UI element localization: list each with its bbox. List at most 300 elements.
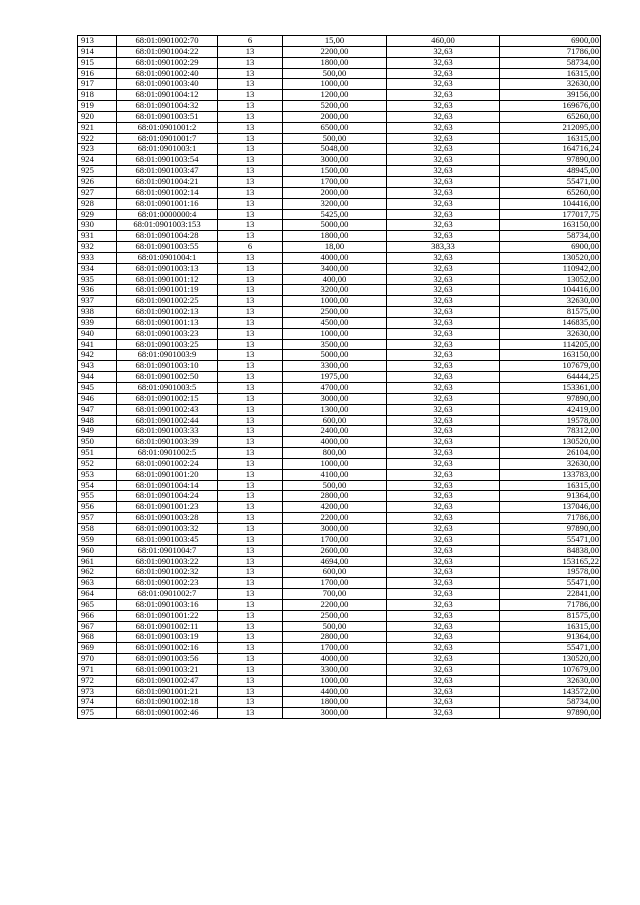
table-row (78, 426, 601, 437)
cadastral-number-cell: 68:01:0901003:56 (117, 654, 218, 665)
category-code-cell: 13 (218, 469, 283, 480)
cadastral-number-cell: 68:01:0901003:54 (117, 155, 218, 166)
category-code-cell: 13 (218, 426, 283, 437)
category-code-cell: 13 (218, 111, 283, 122)
row-number-cell: 915 (78, 57, 117, 68)
row-number-cell: 914 (78, 46, 117, 57)
rate-cell: 32,63 (387, 621, 500, 632)
value-cell: 153361,00 (500, 383, 601, 394)
cadastral-number-cell: 68:01:0901002:5 (117, 448, 218, 459)
row-number-cell: 951 (78, 448, 117, 459)
category-code-cell: 13 (218, 589, 283, 600)
rate-cell: 32,63 (387, 415, 500, 426)
table-row (78, 166, 601, 177)
area-cell: 3000,00 (283, 155, 387, 166)
value-cell: 32630,00 (500, 296, 601, 307)
row-number-cell: 930 (78, 220, 117, 231)
row-number-cell: 941 (78, 339, 117, 350)
value-cell: 146835,00 (500, 317, 601, 328)
table-row (78, 220, 601, 231)
category-code-cell: 13 (218, 372, 283, 383)
category-code-cell: 13 (218, 523, 283, 534)
row-number-cell: 963 (78, 578, 117, 589)
value-cell: 6900,00 (500, 36, 601, 47)
rate-cell: 32,63 (387, 502, 500, 513)
value-cell: 58734,00 (500, 231, 601, 242)
area-cell: 1000,00 (283, 79, 387, 90)
row-number-cell: 945 (78, 383, 117, 394)
rate-cell: 460,00 (387, 36, 500, 47)
rate-cell: 32,63 (387, 57, 500, 68)
value-cell: 55471,00 (500, 578, 601, 589)
rate-cell: 32,63 (387, 599, 500, 610)
row-number-cell: 964 (78, 589, 117, 600)
row-number-cell: 974 (78, 697, 117, 708)
rate-cell: 32,63 (387, 556, 500, 567)
rate-cell: 32,63 (387, 458, 500, 469)
table-row (78, 339, 601, 350)
row-number-cell: 972 (78, 675, 117, 686)
category-code-cell: 6 (218, 36, 283, 47)
value-cell: 71786,00 (500, 513, 601, 524)
table-row (78, 480, 601, 491)
table-row (78, 697, 601, 708)
cadastral-number-cell: 68:01:0901003:39 (117, 437, 218, 448)
area-cell: 1700,00 (283, 534, 387, 545)
category-code-cell: 13 (218, 513, 283, 524)
cadastral-number-cell: 68:01:0901002:11 (117, 621, 218, 632)
rate-cell: 32,63 (387, 339, 500, 350)
rate-cell: 32,63 (387, 307, 500, 318)
table-row (78, 328, 601, 339)
category-code-cell: 13 (218, 285, 283, 296)
row-number-cell: 961 (78, 556, 117, 567)
area-cell: 18,00 (283, 242, 387, 253)
area-cell: 2000,00 (283, 111, 387, 122)
category-code-cell: 13 (218, 545, 283, 556)
table-row (78, 144, 601, 155)
area-cell: 4694,00 (283, 556, 387, 567)
value-cell: 42419,00 (500, 404, 601, 415)
category-code-cell: 13 (218, 708, 283, 719)
category-code-cell: 13 (218, 122, 283, 133)
rate-cell: 32,63 (387, 317, 500, 328)
rate-cell: 32,63 (387, 534, 500, 545)
cadastral-number-cell: 68:01:0901003:23 (117, 328, 218, 339)
row-number-cell: 943 (78, 361, 117, 372)
cadastral-number-cell: 68:01:0901002:23 (117, 578, 218, 589)
cadastral-number-cell: 68:01:0901004:14 (117, 480, 218, 491)
area-cell: 3200,00 (283, 198, 387, 209)
cadastral-number-cell: 68:01:0901004:12 (117, 90, 218, 101)
area-cell: 2200,00 (283, 513, 387, 524)
cadastral-number-cell: 68:01:0901002:46 (117, 708, 218, 719)
value-cell: 164716,24 (500, 144, 601, 155)
cadastral-number-cell: 68:01:0901002:16 (117, 643, 218, 654)
rate-cell: 32,63 (387, 426, 500, 437)
cadastral-number-cell: 68:01:0901003:45 (117, 534, 218, 545)
value-cell: 84838,00 (500, 545, 601, 556)
area-cell: 1700,00 (283, 578, 387, 589)
category-code-cell: 13 (218, 187, 283, 198)
row-number-cell: 968 (78, 632, 117, 643)
category-code-cell: 13 (218, 317, 283, 328)
row-number-cell: 939 (78, 317, 117, 328)
cadastral-number-cell: 68:01:0901003:51 (117, 111, 218, 122)
value-cell: 97890,00 (500, 708, 601, 719)
cadastral-number-cell: 68:01:0901001:16 (117, 198, 218, 209)
cadastral-number-cell: 68:01:0901003:10 (117, 361, 218, 372)
cadastral-number-cell: 68:01:0901003:28 (117, 513, 218, 524)
rate-cell: 32,63 (387, 383, 500, 394)
cadastral-number-cell: 68:01:0901003:9 (117, 350, 218, 361)
area-cell: 4000,00 (283, 437, 387, 448)
category-code-cell: 13 (218, 198, 283, 209)
cadastral-number-cell: 68:01:0901004:22 (117, 46, 218, 57)
value-cell: 91364,00 (500, 632, 601, 643)
category-code-cell: 13 (218, 393, 283, 404)
table-row (78, 133, 601, 144)
category-code-cell: 13 (218, 361, 283, 372)
rate-cell: 32,63 (387, 274, 500, 285)
rate-cell: 32,63 (387, 296, 500, 307)
value-cell: 65260,00 (500, 111, 601, 122)
rate-cell: 32,63 (387, 176, 500, 187)
cadastral-number-cell: 68:01:0901003:55 (117, 242, 218, 253)
cadastral-number-cell: 68:01:0901002:40 (117, 68, 218, 79)
value-cell: 6900,00 (500, 242, 601, 253)
area-cell: 400,00 (283, 274, 387, 285)
area-cell: 1700,00 (283, 176, 387, 187)
category-code-cell: 13 (218, 480, 283, 491)
table-row (78, 458, 601, 469)
table-row (78, 589, 601, 600)
cadastral-number-cell: 68:01:0901004:24 (117, 491, 218, 502)
category-code-cell: 13 (218, 220, 283, 231)
value-cell: 169676,00 (500, 101, 601, 112)
row-number-cell: 931 (78, 231, 117, 242)
category-code-cell: 13 (218, 263, 283, 274)
area-cell: 3200,00 (283, 285, 387, 296)
cadastral-number-cell: 68:01:0901002:24 (117, 458, 218, 469)
value-cell: 97890,00 (500, 155, 601, 166)
table-row (78, 209, 601, 220)
area-cell: 1800,00 (283, 57, 387, 68)
area-cell: 3300,00 (283, 664, 387, 675)
cadastral-number-cell: 68:01:0901004:7 (117, 545, 218, 556)
value-cell: 55471,00 (500, 643, 601, 654)
rate-cell: 32,63 (387, 686, 500, 697)
row-number-cell: 946 (78, 393, 117, 404)
cadastral-number-cell: 68:01:0901001:19 (117, 285, 218, 296)
cadastral-number-cell: 68:01:0901001:22 (117, 610, 218, 621)
rate-cell: 32,63 (387, 133, 500, 144)
cadastral-number-cell: 68:01:0901003:25 (117, 339, 218, 350)
rate-cell: 32,63 (387, 187, 500, 198)
value-cell: 130520,00 (500, 437, 601, 448)
area-cell: 1700,00 (283, 643, 387, 654)
row-number-cell: 940 (78, 328, 117, 339)
area-cell: 4000,00 (283, 252, 387, 263)
cadastral-number-cell: 68:01:0901002:14 (117, 187, 218, 198)
rate-cell: 32,63 (387, 448, 500, 459)
area-cell: 1800,00 (283, 231, 387, 242)
table-row (78, 307, 601, 318)
value-cell: 97890,00 (500, 523, 601, 534)
rate-cell: 32,63 (387, 220, 500, 231)
cadastral-value-table (77, 35, 601, 719)
value-cell: 81575,00 (500, 307, 601, 318)
value-cell: 104416,00 (500, 198, 601, 209)
cadastral-number-cell: 68:01:0901004:32 (117, 101, 218, 112)
row-number-cell: 929 (78, 209, 117, 220)
row-number-cell: 924 (78, 155, 117, 166)
table-row (78, 654, 601, 665)
cadastral-number-cell: 68:01:0901003:33 (117, 426, 218, 437)
value-cell: 104416,00 (500, 285, 601, 296)
row-number-cell: 928 (78, 198, 117, 209)
rate-cell: 32,63 (387, 632, 500, 643)
category-code-cell: 13 (218, 664, 283, 675)
rate-cell: 32,63 (387, 545, 500, 556)
table-row (78, 448, 601, 459)
cadastral-number-cell: 68:01:0901002:44 (117, 415, 218, 426)
table-row (78, 599, 601, 610)
category-code-cell: 13 (218, 502, 283, 513)
area-cell: 500,00 (283, 480, 387, 491)
category-code-cell: 13 (218, 339, 283, 350)
row-number-cell: 965 (78, 599, 117, 610)
category-code-cell: 13 (218, 79, 283, 90)
category-code-cell: 13 (218, 68, 283, 79)
category-code-cell: 13 (218, 686, 283, 697)
value-cell: 107679,00 (500, 664, 601, 675)
category-code-cell: 13 (218, 567, 283, 578)
area-cell: 2800,00 (283, 632, 387, 643)
category-code-cell: 13 (218, 556, 283, 567)
table-body (78, 36, 601, 719)
row-number-cell: 916 (78, 68, 117, 79)
category-code-cell: 13 (218, 46, 283, 57)
value-cell: 32630,00 (500, 79, 601, 90)
category-code-cell: 13 (218, 437, 283, 448)
area-cell: 500,00 (283, 133, 387, 144)
row-number-cell: 950 (78, 437, 117, 448)
area-cell: 3000,00 (283, 708, 387, 719)
rate-cell: 32,63 (387, 664, 500, 675)
value-cell: 130520,00 (500, 252, 601, 263)
rate-cell: 32,63 (387, 198, 500, 209)
value-cell: 22841,00 (500, 589, 601, 600)
row-number-cell: 934 (78, 263, 117, 274)
area-cell: 700,00 (283, 589, 387, 600)
value-cell: 163150,00 (500, 220, 601, 231)
value-cell: 81575,00 (500, 610, 601, 621)
area-cell: 1300,00 (283, 404, 387, 415)
rate-cell: 32,63 (387, 231, 500, 242)
category-code-cell: 13 (218, 448, 283, 459)
cadastral-number-cell: 68:01:0901001:20 (117, 469, 218, 480)
rate-cell: 32,63 (387, 263, 500, 274)
cadastral-number-cell: 68:01:0901003:19 (117, 632, 218, 643)
category-code-cell: 13 (218, 209, 283, 220)
rate-cell: 32,63 (387, 404, 500, 415)
table-row (78, 187, 601, 198)
table-row (78, 263, 601, 274)
table-row (78, 437, 601, 448)
rate-cell: 32,63 (387, 578, 500, 589)
table-row (78, 372, 601, 383)
row-number-cell: 966 (78, 610, 117, 621)
area-cell: 3500,00 (283, 339, 387, 350)
value-cell: 130520,00 (500, 654, 601, 665)
table-row (78, 57, 601, 68)
rate-cell: 32,63 (387, 209, 500, 220)
table-row (78, 176, 601, 187)
cadastral-number-cell: 68:01:0901002:7 (117, 589, 218, 600)
table-row (78, 361, 601, 372)
rate-cell: 32,63 (387, 350, 500, 361)
table-row (78, 675, 601, 686)
value-cell: 137046,00 (500, 502, 601, 513)
cadastral-number-cell: 68:01:0901003:40 (117, 79, 218, 90)
table-row (78, 534, 601, 545)
category-code-cell: 13 (218, 534, 283, 545)
row-number-cell: 956 (78, 502, 117, 513)
cadastral-number-cell: 68:01:0901003:5 (117, 383, 218, 394)
table-row (78, 643, 601, 654)
value-cell: 64444,25 (500, 372, 601, 383)
cadastral-number-cell: 68:01:0901002:25 (117, 296, 218, 307)
row-number-cell: 971 (78, 664, 117, 675)
cadastral-number-cell: 68:01:0901003:153 (117, 220, 218, 231)
table-row (78, 523, 601, 534)
cadastral-number-cell: 68:01:0901004:1 (117, 252, 218, 263)
category-code-cell: 13 (218, 610, 283, 621)
area-cell: 1800,00 (283, 697, 387, 708)
area-cell: 2800,00 (283, 491, 387, 502)
table-row (78, 567, 601, 578)
category-code-cell: 13 (218, 578, 283, 589)
category-code-cell: 13 (218, 90, 283, 101)
row-number-cell: 967 (78, 621, 117, 632)
cadastral-number-cell: 68:01:0901003:13 (117, 263, 218, 274)
area-cell: 3000,00 (283, 393, 387, 404)
value-cell: 16315,00 (500, 621, 601, 632)
area-cell: 5000,00 (283, 220, 387, 231)
category-code-cell: 13 (218, 296, 283, 307)
category-code-cell: 13 (218, 415, 283, 426)
value-cell: 16315,00 (500, 480, 601, 491)
value-cell: 19578,00 (500, 567, 601, 578)
value-cell: 55471,00 (500, 534, 601, 545)
value-cell: 39156,00 (500, 90, 601, 101)
area-cell: 6500,00 (283, 122, 387, 133)
category-code-cell: 13 (218, 599, 283, 610)
table-row (78, 79, 601, 90)
table-row (78, 111, 601, 122)
rate-cell: 32,63 (387, 589, 500, 600)
rate-cell: 32,63 (387, 708, 500, 719)
area-cell: 600,00 (283, 415, 387, 426)
area-cell: 1500,00 (283, 166, 387, 177)
area-cell: 1200,00 (283, 90, 387, 101)
value-cell: 65260,00 (500, 187, 601, 198)
cadastral-number-cell: 68:01:0901001:21 (117, 686, 218, 697)
table-row (78, 502, 601, 513)
row-number-cell: 926 (78, 176, 117, 187)
area-cell: 2200,00 (283, 599, 387, 610)
rate-cell: 383,33 (387, 242, 500, 253)
cadastral-number-cell: 68:01:0901003:22 (117, 556, 218, 567)
value-cell: 78312,00 (500, 426, 601, 437)
rate-cell: 32,63 (387, 79, 500, 90)
category-code-cell: 13 (218, 632, 283, 643)
rate-cell: 32,63 (387, 328, 500, 339)
row-number-cell: 942 (78, 350, 117, 361)
rate-cell: 32,63 (387, 252, 500, 263)
table-row (78, 686, 601, 697)
category-code-cell: 13 (218, 621, 283, 632)
table-row (78, 610, 601, 621)
value-cell: 16315,00 (500, 68, 601, 79)
table-row (78, 274, 601, 285)
cadastral-number-cell: 68:01:0901003:1 (117, 144, 218, 155)
table-row (78, 252, 601, 263)
category-code-cell: 13 (218, 383, 283, 394)
cadastral-number-cell: 68:01:0901003:32 (117, 523, 218, 534)
rate-cell: 32,63 (387, 101, 500, 112)
value-cell: 32630,00 (500, 675, 601, 686)
row-number-cell: 969 (78, 643, 117, 654)
row-number-cell: 918 (78, 90, 117, 101)
rate-cell: 32,63 (387, 469, 500, 480)
value-cell: 143572,00 (500, 686, 601, 697)
cadastral-number-cell: 68:01:0901001:2 (117, 122, 218, 133)
row-number-cell: 917 (78, 79, 117, 90)
category-code-cell: 13 (218, 675, 283, 686)
table-row (78, 708, 601, 719)
rate-cell: 32,63 (387, 393, 500, 404)
table-row (78, 198, 601, 209)
area-cell: 4500,00 (283, 317, 387, 328)
table-row (78, 404, 601, 415)
rate-cell: 32,63 (387, 697, 500, 708)
rate-cell: 32,63 (387, 480, 500, 491)
row-number-cell: 973 (78, 686, 117, 697)
row-number-cell: 952 (78, 458, 117, 469)
area-cell: 500,00 (283, 621, 387, 632)
table-row (78, 545, 601, 556)
category-code-cell: 13 (218, 274, 283, 285)
cadastral-number-cell: 68:01:0901003:16 (117, 599, 218, 610)
rate-cell: 32,63 (387, 111, 500, 122)
row-number-cell: 920 (78, 111, 117, 122)
rate-cell: 32,63 (387, 90, 500, 101)
rate-cell: 32,63 (387, 122, 500, 133)
row-number-cell: 955 (78, 491, 117, 502)
rate-cell: 32,63 (387, 491, 500, 502)
rate-cell: 32,63 (387, 68, 500, 79)
row-number-cell: 919 (78, 101, 117, 112)
area-cell: 5200,00 (283, 101, 387, 112)
cadastral-number-cell: 68:01:0901003:47 (117, 166, 218, 177)
area-cell: 1000,00 (283, 675, 387, 686)
table-row (78, 285, 601, 296)
category-code-cell: 13 (218, 231, 283, 242)
category-code-cell: 13 (218, 155, 283, 166)
area-cell: 5048,00 (283, 144, 387, 155)
